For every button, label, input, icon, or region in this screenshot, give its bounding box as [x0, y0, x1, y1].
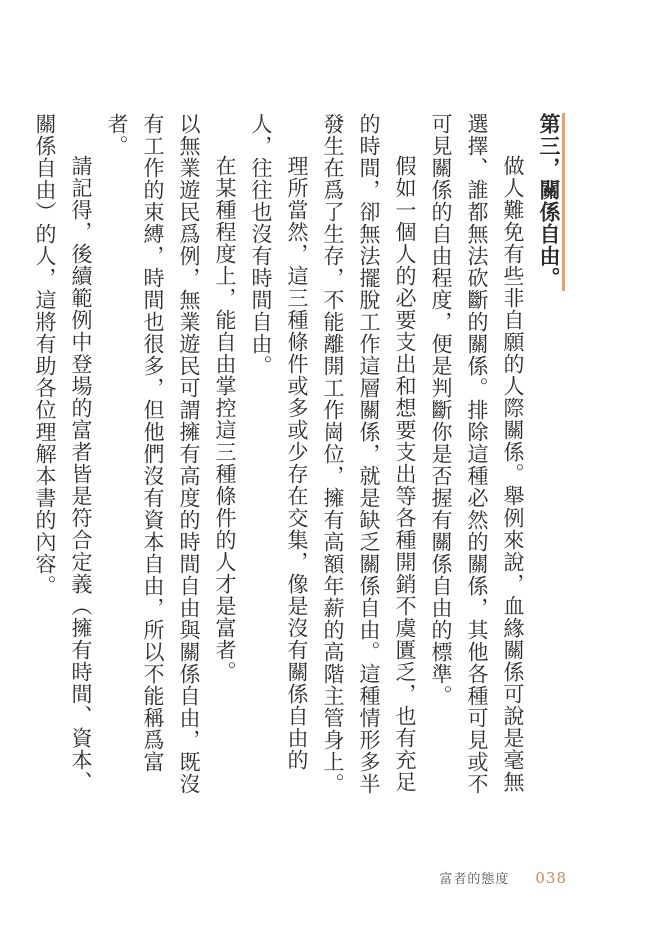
page-number: 038	[535, 869, 567, 887]
paragraph-2: 假如一個人的必要支出和想要支出等各種開銷不虞匱乏，也有充足的時間，卻無法擺脫工作這層關係，就是缺乏關係自由。這種情形多半發生在爲了生存，不能離開工作崗位，擁有高額年薪的高階主管身上。	[321, 113, 417, 795]
vertical-text-block	[33, 113, 567, 813]
page-footer	[439, 868, 567, 887]
paragraph-3: 理所當然，這三種條件或多或少存在交集，像是沒有關係自由的人，往往也沒有時間自由。	[249, 113, 309, 771]
paragraph-1: 做人難免有些非自願的人際關係。舉例來說，血緣關係可說是毫無選擇、誰都無法砍斷的關係。排除這種必然的關係，其他各種可見或不可見關係的自由程度，便是判斷你是否握有關係自由的標準。	[429, 113, 525, 795]
paragraph-5: 以無業遊民爲例，無業遊民可謂擁有高度的時間自由與關係自由，既沒有工作的束縛，時間也很多，但他們沒有資本自由，所以不能稱爲富者。	[105, 113, 201, 795]
paragraph-4: 在某種程度上，能自由掌控這三種條件的人才是富者。	[213, 155, 237, 683]
paragraph-6: 請記得，後續範例中登場的富者皆是符合定義（擁有時間、資本、關係自由）的人，這將有助各位理解本書的內容。	[33, 113, 93, 793]
section-heading-text: 第三，關係自由。	[537, 113, 562, 289]
section-heading	[531, 113, 567, 813]
book-title: 富者的態度	[439, 872, 510, 887]
